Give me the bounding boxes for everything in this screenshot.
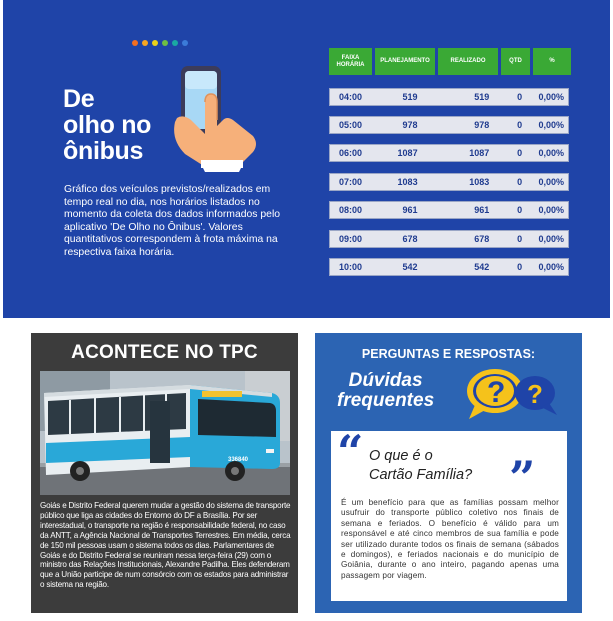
cell-realizado: 978 bbox=[474, 120, 490, 130]
bus-number-label: 336840 bbox=[228, 457, 249, 463]
cell-hora: 10:00 bbox=[339, 262, 363, 272]
cell-percent: 0,00% bbox=[538, 262, 564, 272]
table-header bbox=[329, 48, 571, 75]
cell-hora: 04:00 bbox=[339, 92, 363, 102]
decor-dots bbox=[132, 40, 188, 46]
faq-answer: É um benefício para que as famílias possam melhor usufruir do transporte público coletivo nos finais de semana e feriados. O benefício é válido para um responsável e até cinco membros de sua família e pode ser utilizado durante todos os finais de semana (sábados e domingos), e feriados nacionais e do município de Goiânia, durante o ano inteiro, pagando apenas uma passagem por viagem. bbox=[341, 498, 559, 580]
cell-qtd: 0 bbox=[517, 92, 523, 102]
cell-planejamento: 678 bbox=[402, 234, 418, 244]
cell-qtd: 0 bbox=[517, 177, 523, 187]
col-faixa-horaria bbox=[329, 48, 372, 75]
hero-title bbox=[63, 86, 151, 164]
cell-percent: 0,00% bbox=[538, 177, 564, 187]
cell-qtd: 0 bbox=[517, 262, 523, 272]
cell-qtd: 0 bbox=[517, 234, 523, 244]
col-label: HORÁRIA bbox=[336, 61, 365, 68]
cell-realizado: 1087 bbox=[469, 148, 490, 158]
col-percent: % bbox=[533, 48, 571, 75]
faq-panel bbox=[315, 333, 582, 613]
svg-text:?: ? bbox=[527, 379, 543, 409]
cell-planejamento: 961 bbox=[402, 205, 418, 215]
close-quote-icon: ” bbox=[509, 451, 536, 505]
cell-hora: 05:00 bbox=[339, 120, 363, 130]
bus-photo bbox=[40, 371, 290, 495]
col-planejamento: PLANEJAMENTO bbox=[375, 48, 435, 75]
hero-panel bbox=[3, 0, 610, 318]
cell-percent: 0,00% bbox=[538, 148, 564, 158]
cell-realizado: 678 bbox=[474, 234, 490, 244]
faq-question-line: Cartão Família? bbox=[369, 467, 473, 483]
faq-question-line: O que é o bbox=[369, 448, 433, 464]
cell-hora: 09:00 bbox=[339, 234, 363, 244]
question-bubble-icon bbox=[465, 367, 561, 423]
cell-realizado: 1083 bbox=[469, 177, 490, 187]
cell-percent: 0,00% bbox=[538, 120, 564, 130]
faq-question bbox=[369, 447, 472, 485]
table-row bbox=[329, 116, 569, 134]
open-quote-icon: “ bbox=[337, 425, 364, 479]
col-realizado: REALIZADO bbox=[438, 48, 498, 75]
cell-realizado: 542 bbox=[474, 262, 490, 272]
svg-text:?: ? bbox=[487, 376, 506, 409]
decor-dot bbox=[172, 40, 178, 46]
cell-planejamento: 978 bbox=[402, 120, 418, 130]
decor-dot bbox=[132, 40, 138, 46]
decor-dot bbox=[142, 40, 148, 46]
table-row bbox=[329, 144, 569, 162]
hero-title-line: De bbox=[63, 85, 95, 113]
faq-question-card bbox=[331, 425, 567, 601]
faq-title-line: frequentes bbox=[337, 390, 435, 411]
cell-planejamento: 1087 bbox=[397, 148, 418, 158]
news-panel bbox=[31, 333, 298, 613]
cell-hora: 07:00 bbox=[339, 177, 363, 187]
faq-kicker: PERGUNTAS E RESPOSTAS: bbox=[361, 347, 536, 361]
faq-title-line: Dúvidas bbox=[348, 370, 423, 391]
table-row bbox=[329, 258, 569, 276]
decor-dot bbox=[162, 40, 168, 46]
news-body: Goiás e Distrito Federal querem mudar a gestão do sistema de transporte público que liga as cidades do Entorno do DF a Brasília. Por ser interestadual, o transporte na região é responsabilidade federal, no caso da ANTT, a Agência Nacional de Transportes Terrestres. Em média, cerca de 150 mil pessoas usam o sistema todos os dias. Parlamentares de Goiás e do Distrito Federal se reuniram nessa terça-feira (29) com o ministro das Relações Institucionais, Alexandre Padilha. Eles defenderam que a União participe de num consórcio com os estados para administrar o sistema na região. bbox=[40, 501, 291, 590]
cell-planejamento: 542 bbox=[402, 262, 418, 272]
hero-description: Gráfico dos veículos previstos/realizados em tempo real no dia, nos horários listados no momento da coleta dos dados informados pelo aplicativo 'De Olho no Ônibus'. Valores quantitativos correspondem à frota máxima na respectiva faixa horária. bbox=[64, 184, 281, 258]
hero-title-line: ônibus bbox=[63, 137, 144, 165]
cell-percent: 0,00% bbox=[538, 205, 564, 215]
cell-planejamento: 1083 bbox=[397, 177, 418, 187]
hero-title-line: olho no bbox=[63, 111, 152, 139]
cell-percent: 0,00% bbox=[538, 234, 564, 244]
cell-hora: 08:00 bbox=[339, 205, 363, 215]
hand-phone-icon bbox=[167, 62, 267, 172]
cell-percent: 0,00% bbox=[538, 92, 564, 102]
table-row bbox=[329, 201, 569, 219]
cell-planejamento: 519 bbox=[402, 92, 418, 102]
cell-realizado: 519 bbox=[474, 92, 490, 102]
col-qtd: QTD bbox=[501, 48, 530, 75]
decor-dot bbox=[152, 40, 158, 46]
news-title: ACONTECE NO TPC bbox=[71, 342, 258, 363]
cell-qtd: 0 bbox=[517, 120, 523, 130]
table-row bbox=[329, 230, 569, 248]
cell-hora: 06:00 bbox=[339, 148, 363, 158]
table-row bbox=[329, 88, 569, 106]
col-label: FAIXA bbox=[341, 54, 360, 61]
cell-realizado: 961 bbox=[474, 205, 490, 215]
cell-qtd: 0 bbox=[517, 205, 523, 215]
cell-qtd: 0 bbox=[517, 148, 523, 158]
decor-dot bbox=[182, 40, 188, 46]
faq-title bbox=[337, 371, 434, 411]
table-row bbox=[329, 173, 569, 191]
